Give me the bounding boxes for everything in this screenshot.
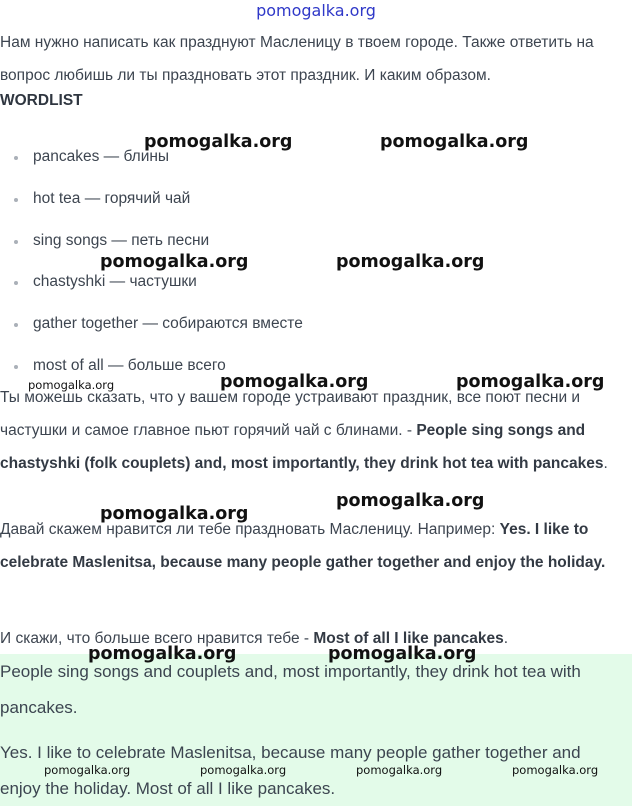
- watermark: pomogalka.org: [356, 763, 443, 777]
- answer-box: [0, 654, 632, 806]
- watermark: pomogalka.org: [220, 372, 369, 392]
- list-item-text: pancakes — блины: [33, 148, 170, 165]
- watermark: pomogalka.org: [336, 252, 485, 272]
- list-item-text: hot tea — горячий чай: [33, 190, 191, 207]
- answer-paragraph: People sing songs and couplets and, most importantly, they drink hot tea with pancakes.: [0, 662, 581, 717]
- list-item-text: chastyshki — частушки: [33, 273, 197, 290]
- intro-text: Нам нужно написать как празднуют Масленицу в твоем городе. Также ответить на вопрос любишь ли ты праздновать этот праздник. И каким образом.: [0, 34, 594, 84]
- paragraph-answer: Yes. I like to celebrate Maslenitsa, because many people gather together and enjoy the holiday.: [0, 521, 606, 571]
- paragraph-end: .: [503, 630, 509, 647]
- bullet-icon: [14, 240, 18, 244]
- watermark: pomogalka.org: [44, 763, 131, 777]
- wordlist-heading: WORDLIST: [0, 92, 83, 109]
- watermark: pomogalka.org: [144, 132, 293, 152]
- paragraph-end: .: [603, 455, 608, 472]
- paragraph-answer: People sing songs and chastyshki (folk couplets) and, most importantly, they drink hot tea with pancakes: [0, 422, 604, 472]
- watermark: pomogalka.org: [336, 491, 485, 511]
- paragraph-lead: Давай скажем нравится ли тебе праздновать Масленицу. Например:: [0, 521, 500, 538]
- paragraph-lead: Ты можешь сказать, что у вашем городе устраивают праздник, все поют песни и частушки и самое главное пьют горячий чай с блинами. -: [0, 389, 581, 439]
- watermark: pomogalka.org: [100, 252, 249, 272]
- list-item-text: gather together — собираются вместе: [33, 315, 303, 332]
- watermark: pomogalka.org: [456, 372, 605, 392]
- watermark: pomogalka.org: [200, 763, 287, 777]
- bullet-icon: [14, 323, 18, 327]
- bullet-icon: [14, 156, 18, 160]
- site-watermark-top: pomogalka.org: [256, 1, 376, 20]
- paragraph-answer: Most of all I like pancakes: [313, 630, 504, 647]
- paragraph-like: [0, 513, 630, 579]
- paragraph-lead: И скажи, что больше всего нравится тебе -: [0, 630, 314, 647]
- list-item-text: sing songs — петь песни: [33, 232, 210, 249]
- paragraph-celebration: [0, 381, 630, 480]
- watermark: pomogalka.org: [28, 378, 115, 392]
- answer-paragraph: Yes. I like to celebrate Maslenitsa, because many people gather together and enjoy the holiday. Most of all I like pancakes.: [0, 743, 581, 798]
- bullet-icon: [14, 198, 18, 202]
- watermark: pomogalka.org: [88, 644, 237, 664]
- bullet-icon: [14, 281, 18, 285]
- list-item-text: most of all — больше всего: [33, 357, 226, 374]
- watermark: pomogalka.org: [328, 644, 477, 664]
- watermark: pomogalka.org: [380, 132, 529, 152]
- watermark: pomogalka.org: [100, 504, 249, 524]
- watermark: pomogalka.org: [512, 763, 599, 777]
- bullet-icon: [14, 365, 18, 369]
